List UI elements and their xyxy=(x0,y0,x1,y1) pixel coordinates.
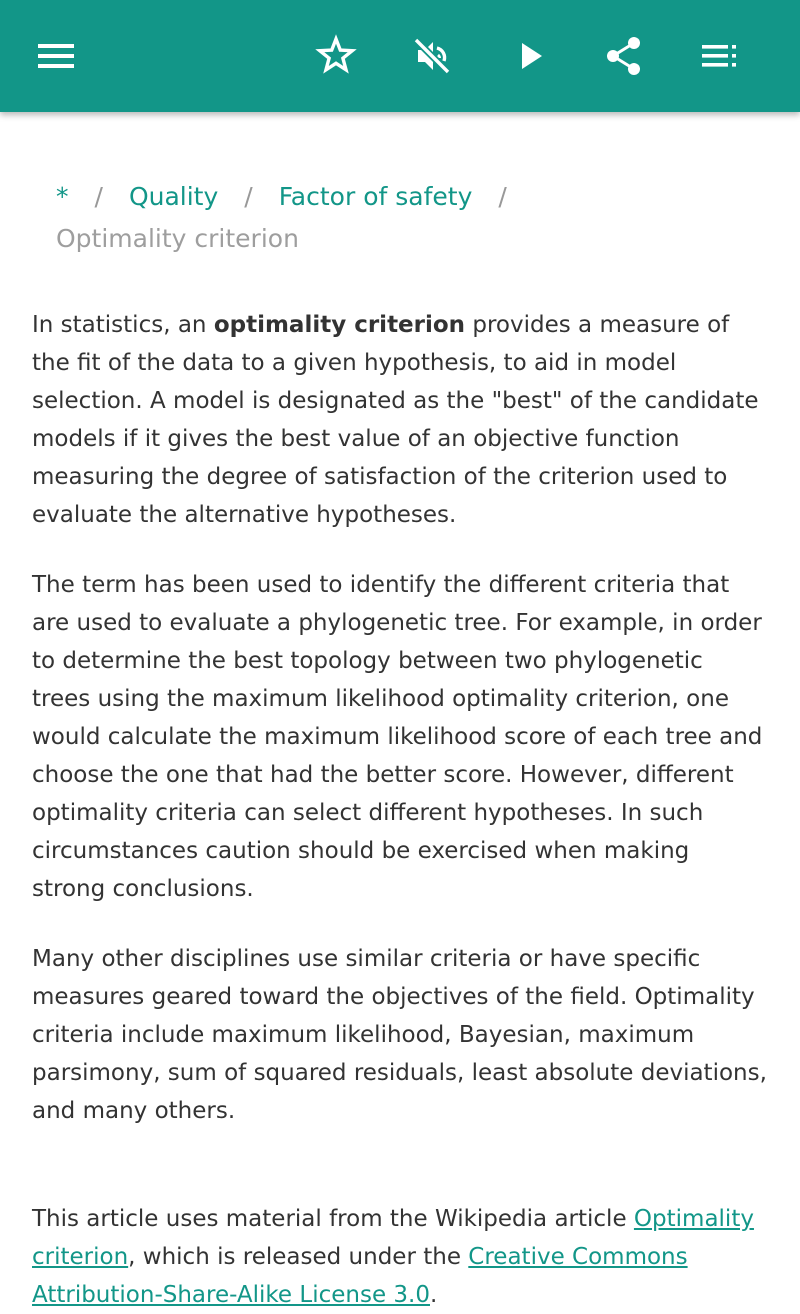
breadcrumb xyxy=(56,176,768,260)
menu-button[interactable] xyxy=(28,28,84,84)
article-content xyxy=(32,112,768,1314)
article-paragraph: The term has been used to identify the different criteria that are used to evaluate a phylogenetic tree. For example, in order to determine the best topology between two phylogenetic trees using the maximum likelihood optimality criterion, one would calculate the maximum likelihood score of each tree and choose the one that had the better score. However, different optimality criteria can select different hypotheses. In such circumstances caution should be exercised when making strong conclusions. xyxy=(32,572,763,902)
attribution-note xyxy=(32,1200,768,1314)
paragraph-text: provides a measure of the fit of the data to a given hypothesis, to aid in model selection. A model is designated as the "best" of the candidate models if it gives the best value of an objective function measuring the degree of satisfaction of the criterion used to evaluate the alternative hypotheses. xyxy=(32,312,759,528)
article-paragraph xyxy=(32,306,768,534)
term-highlight: optimality criterion xyxy=(213,312,466,338)
attribution-text: . xyxy=(430,1282,438,1308)
article-paragraph: Many other disciplines use similar criteria or have specific measures geared toward the objectives of the field. Optimality criteria include maximum likelihood, Bayesian, maximum parsimony, sum of squared residuals, least absolute deviations, and many others. xyxy=(32,946,767,1124)
share-button[interactable] xyxy=(596,28,652,84)
menu-icon xyxy=(34,34,78,78)
contents-button[interactable] xyxy=(692,28,748,84)
breadcrumb-separator: / xyxy=(498,182,507,211)
play-button[interactable] xyxy=(502,28,558,84)
app-toolbar xyxy=(0,0,800,112)
breadcrumb-item-quality[interactable]: Quality xyxy=(128,182,219,211)
breadcrumb-item-root[interactable]: * xyxy=(56,182,69,211)
star-outline-icon xyxy=(314,34,358,78)
breadcrumb-separator: / xyxy=(244,182,253,211)
attribution-text: , which is released under the xyxy=(128,1244,469,1270)
breadcrumb-current: Optimality criterion xyxy=(56,224,299,253)
breadcrumb-item-factor-of-safety[interactable]: Factor of safety xyxy=(278,182,473,211)
play-icon xyxy=(508,34,552,78)
breadcrumb-separator: / xyxy=(94,182,103,211)
attribution-text: This article uses material from the Wikipedia article xyxy=(32,1206,634,1232)
mute-button[interactable] xyxy=(404,28,460,84)
paragraph-text: In statistics, an xyxy=(32,312,214,338)
volume-off-icon xyxy=(410,34,454,78)
share-icon xyxy=(602,34,646,78)
favorite-button[interactable] xyxy=(308,28,364,84)
playlist-icon xyxy=(698,34,742,78)
wikipedia-article-link[interactable]: Optimality criterion xyxy=(32,1206,754,1270)
license-link[interactable]: Creative Commons Attribution-Share-Alike License 3.0 xyxy=(32,1244,688,1308)
